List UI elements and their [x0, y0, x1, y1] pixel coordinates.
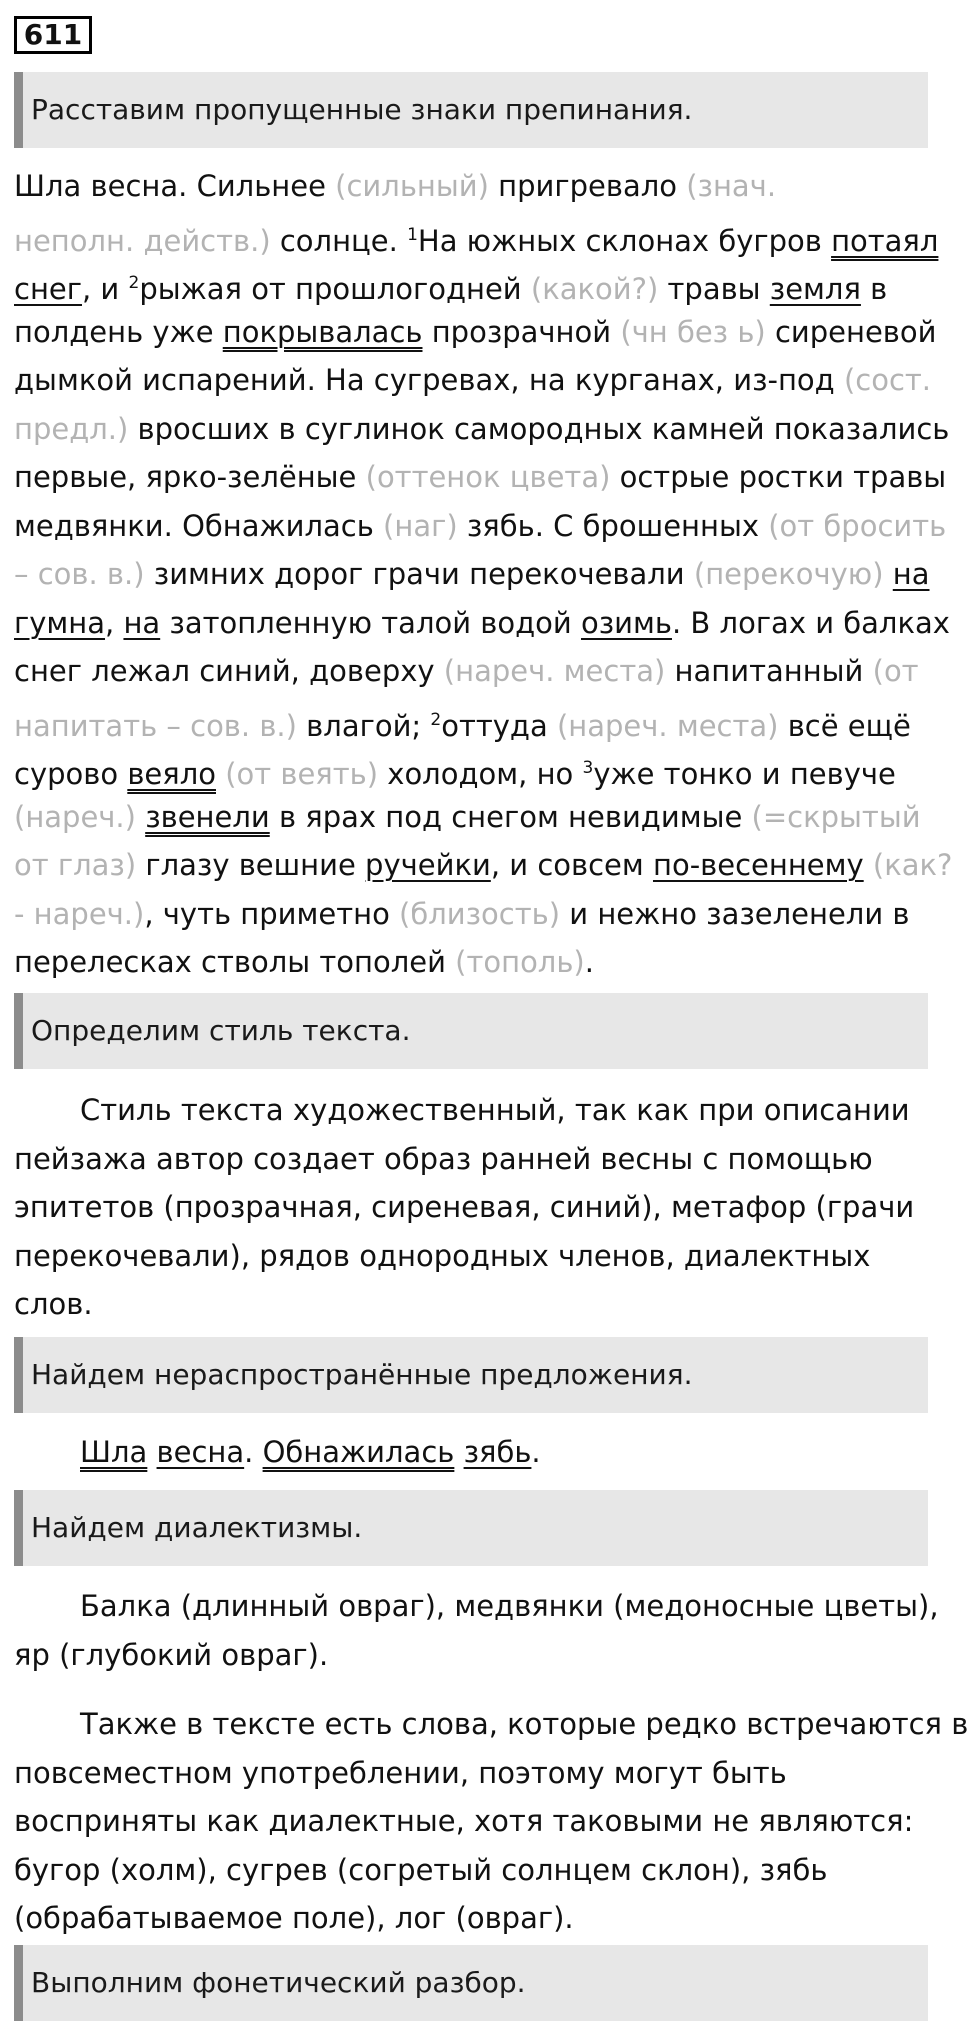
text-line — [14, 405, 950, 454]
clause-number: 2 — [430, 709, 442, 730]
text-fragment: уже тонко и певуче — [593, 757, 896, 791]
text-line — [14, 1086, 944, 1135]
text-fragment: , и совсем — [490, 848, 653, 882]
exercise-number: 611 — [14, 16, 92, 54]
subject-word: по-весеннему — [652, 848, 864, 882]
grammar-note: (от — [872, 654, 919, 688]
grammar-note: (близость) — [399, 896, 561, 931]
grammar-note: (оттенок цвета) — [365, 460, 611, 494]
text-fragment: . — [244, 1435, 263, 1469]
text-fragment: напитанный — [665, 654, 873, 688]
predicate-word: покрывалась — [222, 314, 423, 349]
grammar-note: от глаз) — [14, 848, 137, 882]
subject-word: снег — [14, 272, 82, 306]
text-line — [14, 1700, 968, 1749]
text-fragment: , чуть приметно — [144, 896, 400, 931]
text-fragment: Балка (длинный овраг), медвянки (медоносные цветы), — [80, 1589, 939, 1623]
text-line — [14, 453, 947, 502]
text-fragment: На южных склонах бугров — [417, 223, 832, 258]
text-fragment: зимних дорог грачи перекочевали — [144, 557, 694, 591]
text-fragment: бугор (холм), сугрев (согретый солнцем склон), зябь — [14, 1852, 828, 1887]
text-fragment: сурово — [14, 757, 128, 791]
text-line — [14, 211, 944, 260]
predicate-word: Обнажилась — [262, 1435, 455, 1469]
text-fragment: . В логах и балках — [671, 605, 950, 640]
dialect-words-block — [14, 1582, 944, 1679]
subject-word: зябь — [463, 1435, 532, 1469]
grammar-note: (наг) — [383, 508, 458, 543]
subject-word: на — [892, 557, 930, 591]
grammar-note: (от бросить — [768, 508, 947, 543]
text-line — [14, 308, 944, 357]
text-line — [14, 599, 950, 648]
text-line — [14, 938, 944, 987]
subject-word: озимь — [581, 605, 672, 640]
text-line — [14, 162, 944, 211]
text-line — [14, 1280, 944, 1329]
text-line — [14, 356, 944, 405]
rare-words-block — [14, 1700, 968, 1943]
text-fragment: острые ростки травы — [610, 460, 947, 494]
text-fragment: сиреневой — [765, 314, 937, 349]
text-line — [14, 550, 944, 599]
text-line — [14, 841, 953, 890]
clause-number: 1 — [407, 224, 418, 245]
text-fragment: рыжая от прошлогодней — [139, 272, 531, 306]
subject-word: ручейки — [365, 848, 491, 882]
subject-word: гумна — [14, 605, 106, 640]
text-fragment: первые, ярко-зелёные — [14, 460, 366, 494]
subject-word: земля — [769, 272, 861, 306]
text-fragment — [216, 757, 225, 791]
text-fragment: дымкой испарений. На сугревах, на курганах, из-под — [14, 363, 844, 397]
text-fragment: Стиль текста художественный, так как при описании — [80, 1093, 910, 1127]
text-fragment — [454, 1435, 463, 1469]
grammar-note: (как? — [872, 848, 953, 882]
text-fragment: снег лежал синий, доверху — [14, 654, 444, 688]
text-fragment: Также в тексте есть слова, которые редко встречаются в — [80, 1707, 968, 1741]
text-fragment: медвянки. Обнажилась — [14, 508, 384, 543]
section-header-style: Определим стиль текста. — [14, 993, 928, 1069]
text-fragment: зябь. С брошенных — [457, 508, 769, 543]
text-line — [14, 1797, 944, 1846]
main-text-block — [14, 162, 953, 987]
text-fragment: пригревало — [488, 169, 687, 203]
text-line — [14, 1631, 944, 1680]
simple-sentences-block — [14, 1428, 944, 1477]
text-fragment: оттуда — [441, 708, 557, 743]
text-fragment: , и — [81, 272, 129, 306]
text-fragment: в ярах под снегом невидимые — [269, 799, 752, 834]
grammar-note: (сильный) — [335, 169, 489, 203]
text-fragment: повсеместном употреблении, поэтому могут быть — [14, 1755, 787, 1790]
text-fragment — [864, 848, 873, 882]
text-fragment: , — [105, 605, 124, 640]
section-header-dialect: Найдем диалектизмы. — [14, 1490, 928, 1566]
grammar-note: (тополь) — [455, 945, 585, 979]
text-fragment — [136, 800, 145, 834]
text-fragment — [884, 557, 893, 591]
text-fragment: восприняты как диалектные, хотя таковыми не являются: — [14, 1804, 914, 1838]
grammar-note: (нареч.) — [14, 799, 136, 834]
text-fragment: перекочевали), рядов однородных членов, диалектных — [14, 1238, 871, 1273]
text-fragment — [147, 1435, 156, 1469]
section-header-phonetic: Выполним фонетический разбор. — [14, 1945, 928, 2021]
subject-word: на — [123, 605, 161, 640]
grammar-note: (какой?) — [530, 272, 659, 306]
text-fragment: солнце. — [270, 223, 408, 258]
text-line — [14, 647, 944, 696]
text-line — [14, 502, 947, 551]
grammar-note: - нареч.) — [14, 896, 145, 931]
grammar-note: неполн. действ.) — [14, 223, 271, 258]
grammar-note: – сов. в.) — [14, 557, 145, 591]
predicate-word: Шла — [80, 1435, 148, 1469]
clause-number: 3 — [582, 758, 594, 778]
text-line — [14, 696, 944, 745]
text-line — [14, 1846, 944, 1895]
clause-number: 2 — [128, 273, 140, 293]
text-fragment: эпитетов (прозрачная, сиреневая, синий), метафор (грачи — [14, 1190, 915, 1224]
text-fragment: (обрабатываемое поле), лог (овраг). — [14, 1901, 574, 1935]
grammar-note: (чн без ь) — [620, 314, 766, 349]
grammar-note: (перекочую) — [693, 557, 884, 591]
text-fragment: холодом, но — [378, 757, 583, 791]
text-line — [14, 1232, 944, 1281]
text-fragment: пейзажа автор создает образ ранней весны с помощью — [14, 1141, 873, 1176]
subject-word: весна — [156, 1435, 245, 1469]
style-analysis-block — [14, 1086, 944, 1329]
grammar-note: напитать – сов. в.) — [14, 708, 297, 743]
text-line — [14, 890, 944, 939]
predicate-word: звенели — [145, 799, 270, 834]
text-fragment: травы — [658, 272, 770, 306]
text-fragment: яр (глубокий овраг). — [14, 1637, 329, 1672]
section-header-simple-sentences: Найдем нераспространённые предложения. — [14, 1337, 928, 1413]
text-fragment: в — [860, 272, 888, 306]
predicate-word: потаял — [831, 223, 939, 258]
text-fragment: затопленную талой водой — [160, 605, 581, 640]
grammar-note: (=скрытый — [751, 799, 921, 834]
text-line — [14, 1135, 944, 1184]
grammar-note: (нареч. места) — [443, 654, 666, 688]
text-fragment: прозрачной — [422, 314, 621, 349]
text-line — [14, 1183, 944, 1232]
text-line — [14, 1749, 944, 1798]
text-fragment: . — [531, 1435, 541, 1469]
text-line — [14, 793, 944, 842]
text-fragment: и нежно зазеленели в — [560, 896, 910, 931]
text-line — [14, 744, 944, 793]
text-fragment: всё ещё — [778, 708, 911, 743]
grammar-note: (нареч. места) — [556, 708, 779, 743]
text-fragment: перелесках стволы тополей — [14, 945, 456, 979]
text-line — [14, 1428, 944, 1477]
predicate-word: веяло — [127, 757, 216, 791]
text-fragment: . — [584, 945, 594, 979]
section-header-punctuation: Расставим пропущенные знаки препинания. — [14, 72, 928, 148]
text-line — [14, 1582, 944, 1631]
text-fragment: слов. — [14, 1287, 93, 1321]
text-line — [14, 259, 944, 308]
text-fragment: вросших в суглинок самородных камней показались — [128, 411, 950, 446]
text-fragment: глазу вешние — [136, 848, 366, 882]
text-fragment: Шла весна. Сильнее — [14, 169, 336, 203]
text-fragment: влагой; — [296, 708, 431, 743]
text-line — [14, 1894, 944, 1943]
text-fragment: полдень уже — [14, 314, 223, 349]
grammar-note: предл.) — [14, 411, 129, 446]
grammar-note: (знач. — [686, 169, 777, 203]
grammar-note: (сост. — [843, 363, 932, 397]
grammar-note: (от веять) — [225, 757, 379, 791]
